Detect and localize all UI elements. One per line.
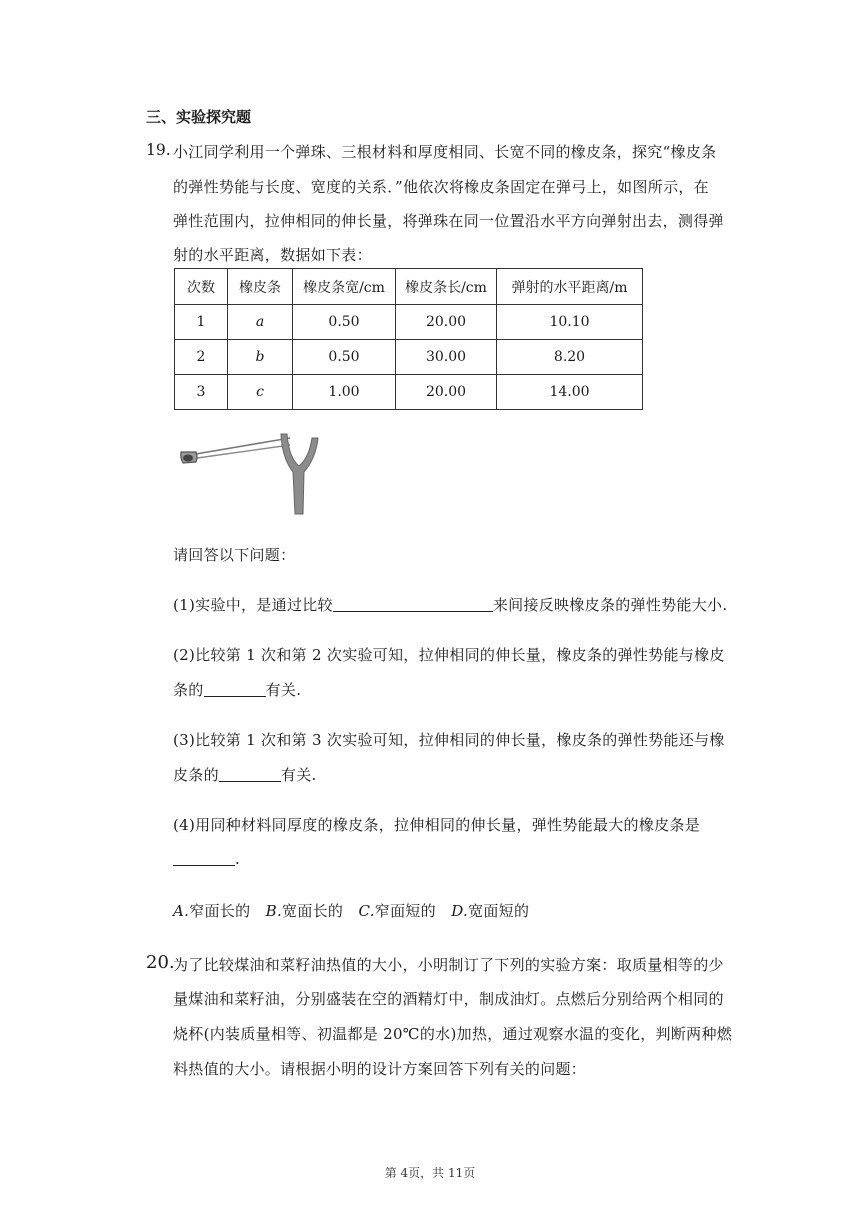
table-cell: 3	[175, 375, 228, 410]
answer-options	[173, 900, 529, 921]
option-a-letter: A.	[173, 902, 190, 920]
option-b-letter: B.	[265, 902, 283, 920]
table-cell: 0.50	[293, 340, 396, 375]
table-cell: 20.00	[396, 305, 497, 340]
q19-text-line-2: 的弹性势能与长度、宽度的关系．”他依次将橡皮条固定在弹弓上，如图所示，在	[173, 178, 709, 196]
table-cell: 1	[175, 305, 228, 340]
table-header-cell: 橡皮条宽/cm	[293, 269, 396, 305]
sub-question-3-line-1: (3)比较第 1 次和第 3 次实验可知，拉伸相同的伸长量，橡皮条的弹性势能还与橡	[173, 731, 725, 749]
table-header-cell: 次数	[175, 269, 228, 305]
sub-question-2-line-1: (2)比较第 1 次和第 2 次实验可知，拉伸相同的伸长量，橡皮条的弹性势能与橡皮	[173, 646, 725, 664]
question-number-20: 20.	[146, 952, 175, 973]
sub-question-4-line-2	[173, 849, 240, 868]
slingshot-figure	[178, 428, 328, 518]
q20-text-line-2: 量煤油和菜籽油，分别盛装在空的酒精灯中，制成油灯。点燃后分别给两个相同的	[173, 990, 724, 1008]
table-header-row	[175, 269, 643, 305]
table-cell: a	[228, 305, 293, 340]
table-cell: b	[228, 340, 293, 375]
sub-question-2-line-2	[173, 679, 301, 700]
table-header-cell: 弹射的水平距离/m	[497, 269, 643, 305]
option-d-letter: D.	[451, 902, 469, 920]
table-cell: 10.10	[497, 305, 643, 340]
option-a-text: 窄面长的	[189, 902, 251, 920]
table-cell: 8.20	[497, 340, 643, 375]
page-footer: 第 4页，共 11页	[384, 1166, 476, 1180]
sub1-text-after: 来间接反映橡皮条的弹性势能大小.	[492, 596, 728, 614]
q19-text-line-1: 小江同学利用一个弹珠、三根材料和厚度相同、长宽不同的橡皮条，探究“橡皮条	[173, 143, 717, 161]
q19-prompt: 请回答以下问题：	[173, 546, 296, 564]
q20-text-line-4: 料热值的大小。请根据小明的设计方案回答下列有关的问题：	[173, 1060, 587, 1078]
table-cell: 20.00	[396, 375, 497, 410]
table-cell: c	[228, 375, 293, 410]
answer-blank-2[interactable]	[204, 680, 266, 697]
sub-question-4-line-1: (4)用同种材料同厚度的橡皮条，拉伸相同的伸长量，弹性势能最大的橡皮条是	[173, 816, 701, 834]
table-header-cell: 橡皮条长/cm	[396, 269, 497, 305]
table-row	[175, 305, 643, 340]
option-d-text: 宽面短的	[468, 902, 530, 920]
q19-text-line-4: 射的水平距离，数据如下表：	[173, 246, 372, 264]
q20-text-line-1: 为了比较煤油和菜籽油热值的大小，小明制订了下列的实验方案：取质量相等的少	[173, 956, 724, 974]
sub3-text-after: 有关.	[280, 766, 317, 784]
table-cell: 30.00	[396, 340, 497, 375]
section-title: 三、实验探究题	[146, 108, 252, 126]
data-table	[174, 268, 643, 410]
sub1-text-before: (1)实验中，是通过比较	[173, 596, 333, 614]
sub3-text-before: 皮条的	[173, 766, 219, 784]
table-cell: 2	[175, 340, 228, 375]
q20-text-line-3: 烧杯(内装质量相等、初温都是 20℃的水)加热，通过观察水温的变化，判断两种燃	[173, 1025, 733, 1043]
question-number-19: 19.	[146, 141, 171, 159]
q19-text-line-3: 弹性范围内，拉伸相同的伸长量，将弹珠在同一位置沿水平方向弹射出去，测得弹	[173, 212, 724, 230]
option-c-text: 窄面短的	[374, 902, 436, 920]
sub2-text-after: 有关.	[265, 681, 302, 699]
answer-blank-4[interactable]	[173, 849, 235, 866]
table-cell: 1.00	[293, 375, 396, 410]
sub4-text-after: .	[235, 850, 241, 868]
table-cell: 0.50	[293, 305, 396, 340]
table-cell: 14.00	[497, 375, 643, 410]
option-c-letter: C.	[358, 902, 375, 920]
sub-question-3-line-2	[173, 764, 317, 785]
sub2-text-before: 条的	[173, 681, 204, 699]
answer-blank-3[interactable]	[219, 765, 281, 782]
table-header-cell: 橡皮条	[228, 269, 293, 305]
table-row	[175, 375, 643, 410]
option-b-text: 宽面长的	[282, 902, 344, 920]
sub-question-1	[173, 594, 727, 615]
answer-blank-1[interactable]	[333, 595, 493, 612]
table-row	[175, 340, 643, 375]
